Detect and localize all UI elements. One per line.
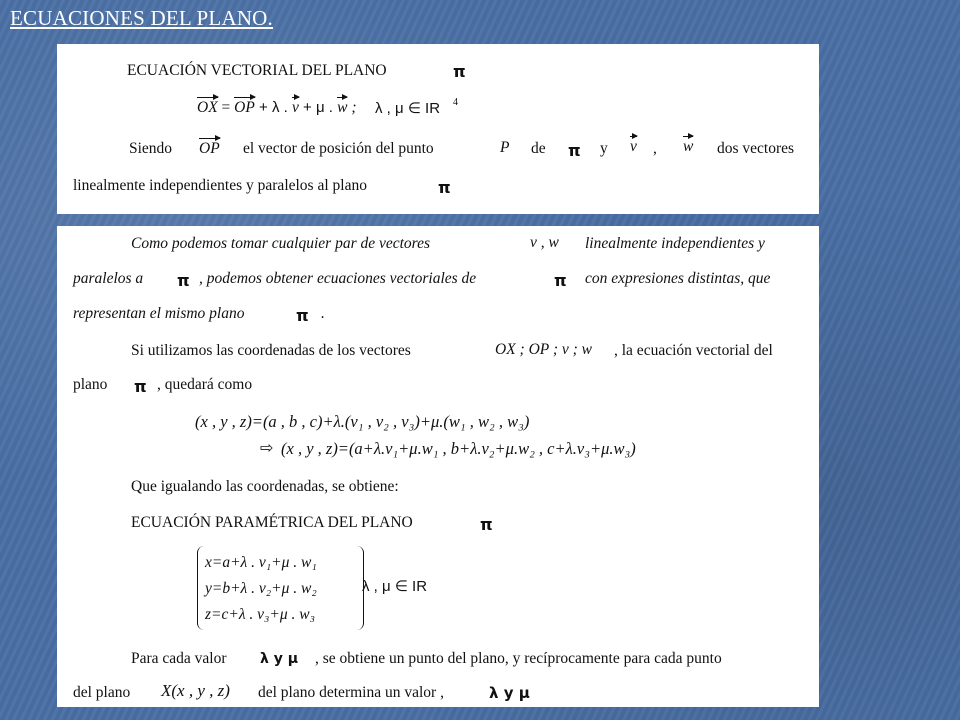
vectors-vw: v , w xyxy=(530,234,559,251)
pi-symbol: π xyxy=(177,271,190,290)
paragraph-line-5a: plano xyxy=(73,376,108,393)
point-x-coordinates: X(x , y , z) xyxy=(161,681,230,700)
independence-text: linealmente independientes y paralelos al plano xyxy=(73,177,367,194)
pi-symbol: π xyxy=(134,377,147,396)
parametric-heading: ECUACIÓN PARAMÉTRICA DEL PLANO xyxy=(131,514,413,531)
vector-op: OP xyxy=(234,99,255,116)
paragraph-line-7b: , se obtiene un punto del plano, y recíprocamente para cada punto xyxy=(315,650,722,667)
parametric-y: y=b+λ . v₂+μ . w₂ xyxy=(205,580,317,597)
implies-arrow-icon: ⇨ xyxy=(260,440,274,457)
pi-symbol: π xyxy=(438,178,451,197)
siendo-text: Siendo xyxy=(129,140,173,157)
paragraph-line-6: Que igualando las coordenadas, se obtiene: xyxy=(131,478,399,495)
vector-equation-heading: ECUACIÓN VECTORIAL DEL PLANO xyxy=(127,62,387,79)
y-text: y xyxy=(600,140,608,157)
comma: , xyxy=(653,140,657,157)
pi-symbol: π xyxy=(554,271,567,290)
pi-symbol: π xyxy=(568,141,581,160)
eq-mu-term: + μ . xyxy=(298,99,338,116)
siendo-op xyxy=(199,140,220,158)
vector-v: v xyxy=(291,99,299,116)
vector-w-2 xyxy=(683,138,693,156)
slide-title: ECUACIONES DEL PLANO. xyxy=(10,6,273,30)
vector-list: OX ; OP ; v ; w xyxy=(495,341,592,358)
paragraph-line-1a: Como podemos tomar cualquier par de vectores xyxy=(131,235,431,252)
parametric-x: x=a+λ . v₁+μ . w₁ xyxy=(205,554,317,571)
parametric-z: z=c+λ . v₃+μ . w₃ xyxy=(205,606,316,623)
parameter-domain: λ , μ ∈ IR xyxy=(375,100,441,117)
lambda-mu-2: λ y μ xyxy=(489,684,530,702)
vector-w-label: w xyxy=(683,138,694,155)
parametric-domain: λ , μ ∈ IR xyxy=(362,578,428,595)
paragraph-line-7a: Para cada valor xyxy=(131,650,227,667)
vector-op-2: OP xyxy=(199,140,220,157)
coordinate-equation-2: (x , y , z)=(a+λ.v₁+μ.w₁ , b+λ.v₂+μ.w₂ , c+λ.v₃+μ.w₃) xyxy=(281,439,636,458)
vector-equation-panel xyxy=(57,44,819,214)
superscript-4: 4 xyxy=(453,97,458,108)
paragraph-line-2c: con expresiones distintas, que xyxy=(585,270,771,287)
paragraph-line-2a: paralelos a xyxy=(73,270,144,287)
dos-vectores-text: dos vectores xyxy=(717,140,795,157)
vector-v-label: v xyxy=(630,138,637,155)
vector-equation-formula xyxy=(197,99,356,117)
vector-v-2 xyxy=(630,138,637,156)
pi-symbol: π xyxy=(480,515,493,534)
eq-sign: = xyxy=(217,99,235,116)
eq-lambda-term: + λ . xyxy=(254,99,292,116)
system-left-brace xyxy=(197,546,204,630)
paragraph-line-2b: , podemos obtener ecuaciones vectoriales de xyxy=(199,270,477,287)
paragraph-line-8b: del plano determina un valor , xyxy=(258,684,444,701)
paragraph-line-4b: , la ecuación vectorial del xyxy=(614,342,773,359)
eq-semicolon: ; xyxy=(347,99,357,116)
paragraph-line-1b: linealmente independientes y xyxy=(585,235,765,252)
point-p: P xyxy=(500,139,510,156)
discussion-panel xyxy=(57,226,819,707)
paragraph-line-3b: . xyxy=(321,305,325,322)
coordinate-equation-1: (x , y , z)=(a , b , c)+λ.(v₁ , v₂ , v₃)+μ.(w₁ , w₂ , w₃) xyxy=(195,412,530,431)
paragraph-line-3a: representan el mismo plano xyxy=(73,305,245,322)
siendo-position-text: el vector de posición del punto xyxy=(243,140,434,157)
lambda-mu-1: λ y μ xyxy=(260,651,299,667)
pi-symbol: π xyxy=(453,62,466,81)
paragraph-line-5b: , quedará como xyxy=(157,376,253,393)
de-text: de xyxy=(531,140,546,157)
pi-symbol: π xyxy=(296,306,309,325)
vector-ox: OX xyxy=(197,99,218,116)
paragraph-line-4a: Si utilizamos las coordenadas de los vectores xyxy=(131,342,411,359)
paragraph-line-8a: del plano xyxy=(73,684,131,701)
vector-w: w xyxy=(337,99,348,116)
